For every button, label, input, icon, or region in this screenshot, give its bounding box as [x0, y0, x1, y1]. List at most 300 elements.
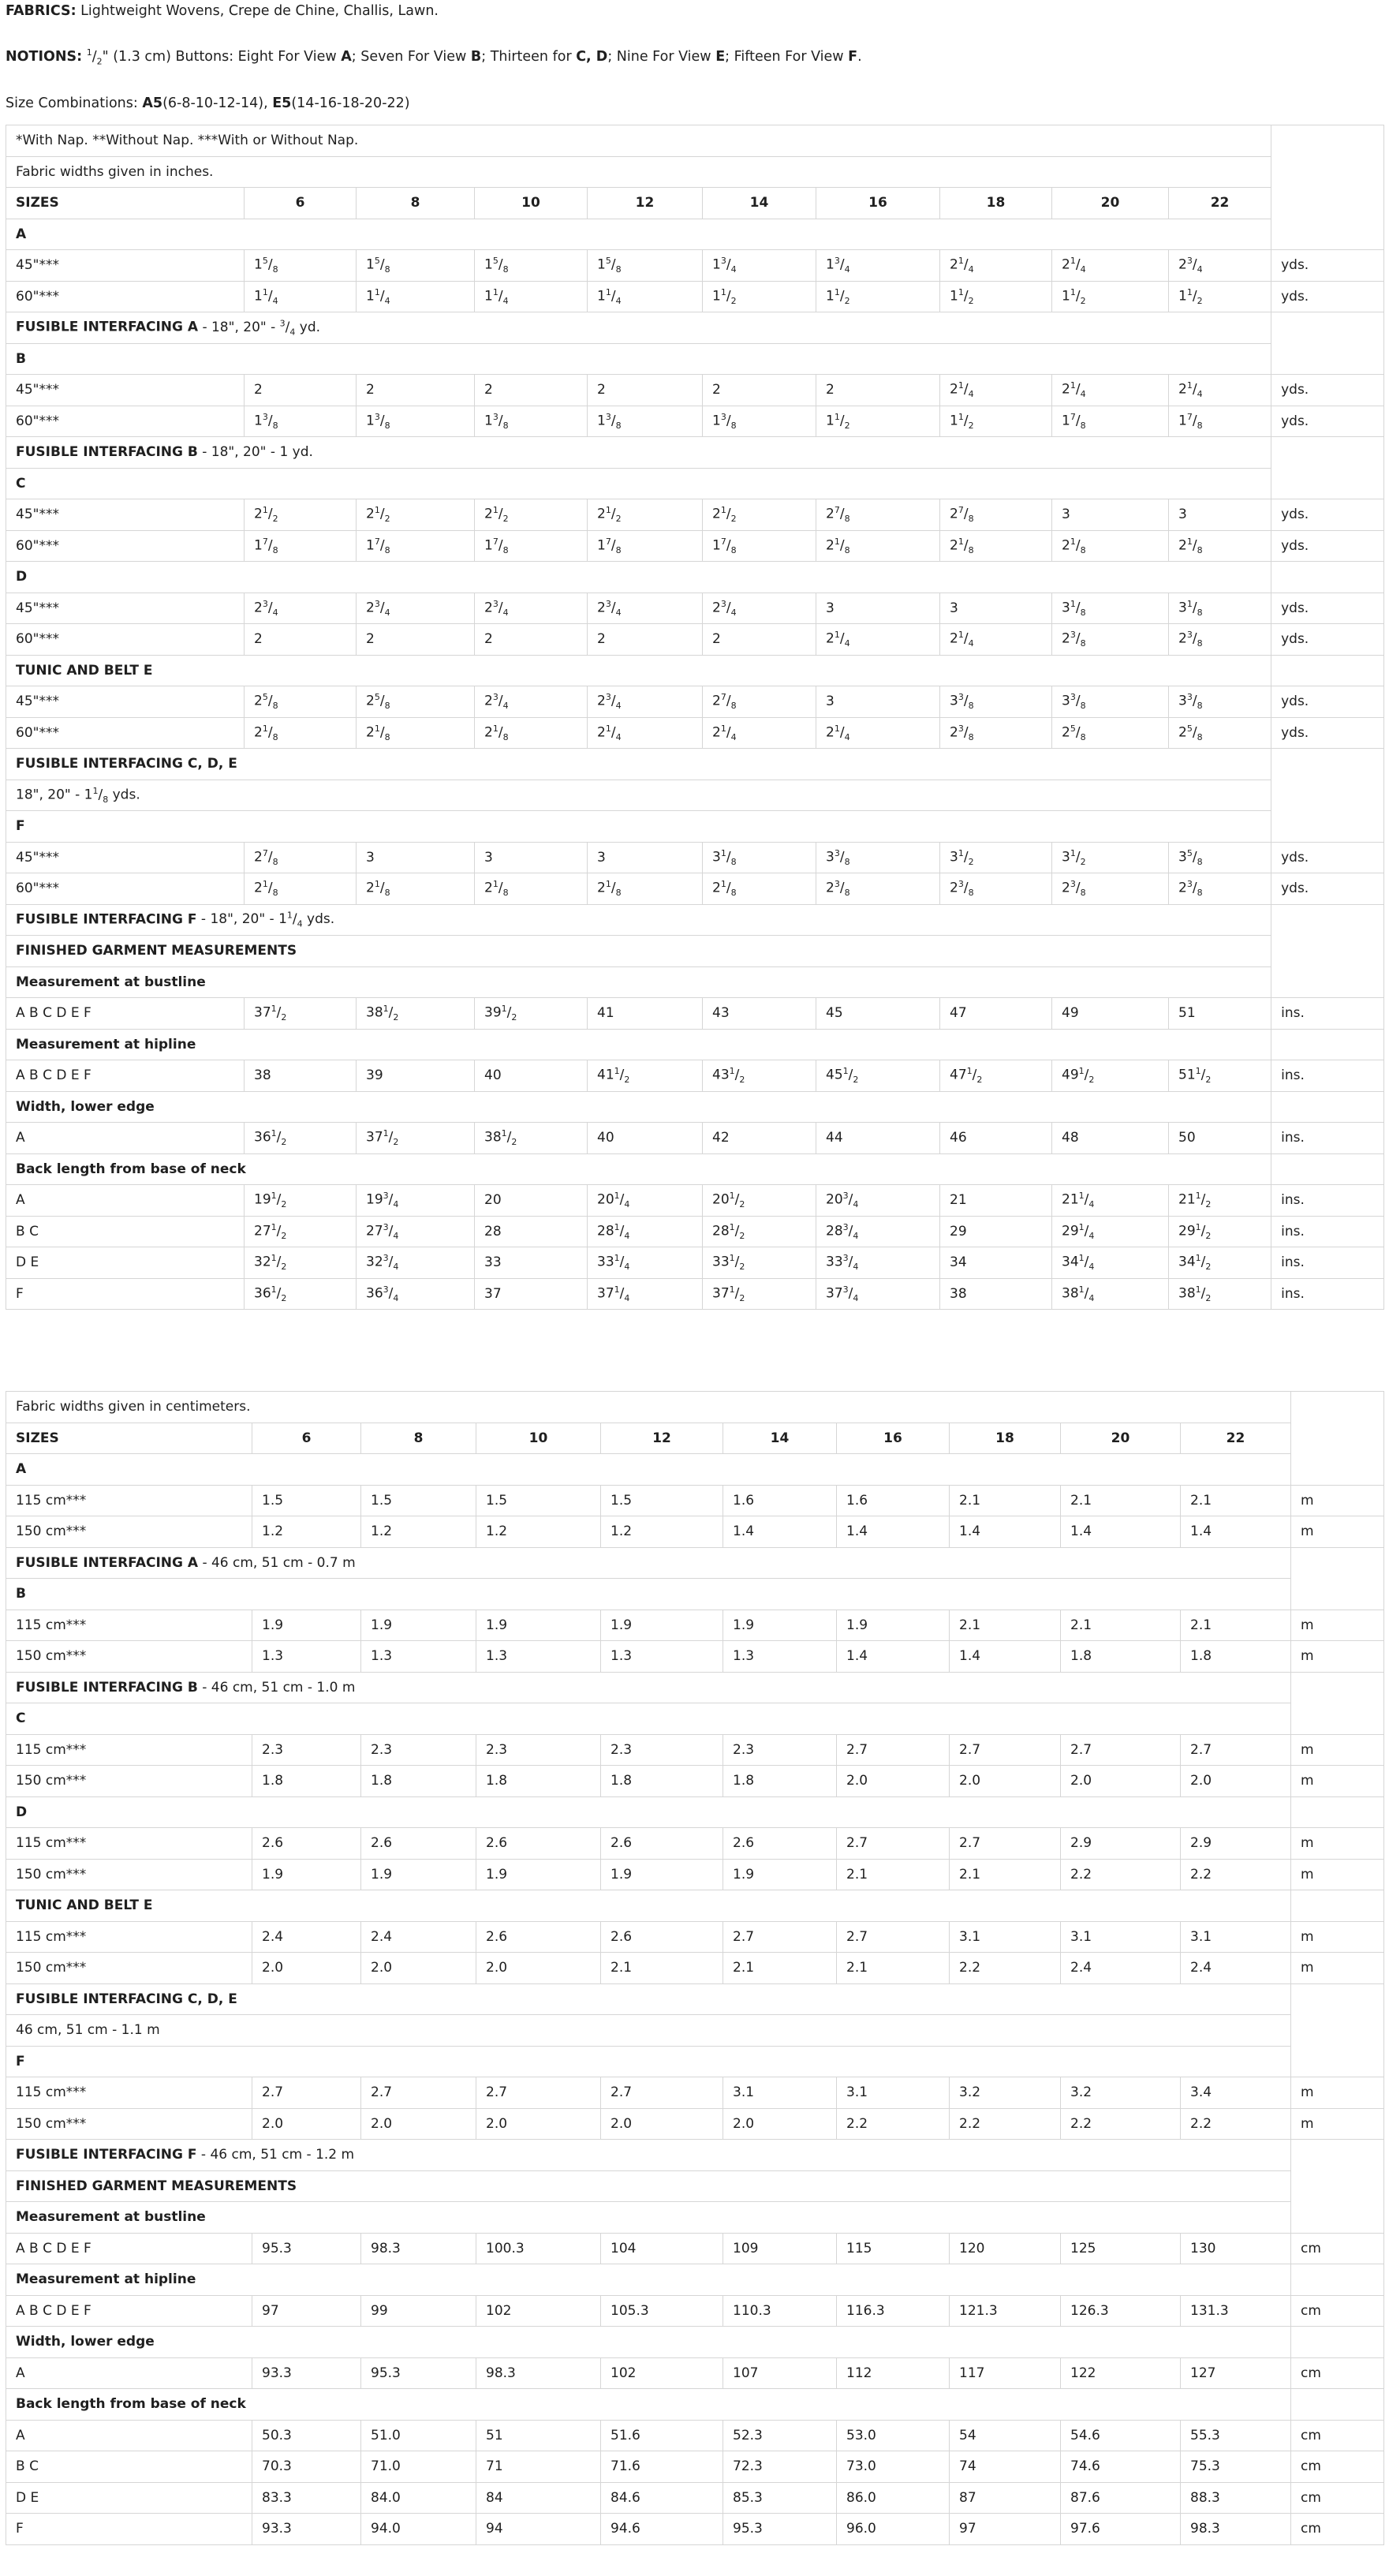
section-row [6, 966, 1384, 998]
section-heading [6, 219, 1271, 250]
section-heading [6, 2327, 1291, 2358]
section-heading [6, 904, 1271, 936]
value-cell: 1.9 [601, 1610, 723, 1641]
value-cell: $33^1/_4$ [588, 1247, 703, 1279]
row-label: 45"*** [6, 499, 245, 531]
unit-column-spacer [1271, 188, 1384, 219]
value-cell: 97 [252, 2295, 361, 2327]
section-title: FUSIBLE INTERFACING F [16, 2147, 197, 2163]
value-cell: 2.0 [1061, 1766, 1181, 1797]
unit-column-spacer [1271, 437, 1384, 469]
section-title: FUSIBLE INTERFACING C, D, E [16, 756, 237, 772]
notions-text-1: " (1.3 cm) Buttons: Eight For View [102, 48, 342, 65]
data-row [6, 873, 1384, 905]
data-row [6, 1060, 1384, 1092]
notions-text-3: ; Thirteen for [481, 48, 577, 65]
value-cell: 1.4 [1061, 1516, 1181, 1548]
unit-column-spacer [1291, 1579, 1384, 1610]
value-cell: 2.7 [837, 1734, 950, 1766]
unit-cell: ins. [1271, 1216, 1384, 1247]
unit-cell: yds. [1271, 281, 1384, 312]
value-cell: $2^3/_4$ [357, 593, 475, 624]
value-cell: 2.7 [837, 1828, 950, 1860]
value-cell: 95.3 [723, 2514, 837, 2545]
value-cell: 98.3 [361, 2233, 476, 2264]
section-heading [6, 312, 1271, 344]
section-title: Back length from base of neck [16, 1161, 246, 1177]
row-label: 45"*** [6, 593, 245, 624]
value-cell: $2^1/_2$ [475, 499, 588, 531]
value-cell: 1.4 [950, 1516, 1061, 1548]
size-header-cell: 20 [1052, 188, 1169, 219]
value-cell: 2.2 [1061, 2108, 1181, 2140]
value-cell: 1.4 [837, 1641, 950, 1673]
row-label: 60"*** [6, 281, 245, 312]
value-cell: $3^3/_8$ [816, 842, 940, 873]
unit-column-spacer [1291, 2140, 1384, 2171]
value-cell: 97.6 [1061, 2514, 1181, 2545]
row-label: 45"*** [6, 375, 245, 406]
data-row [6, 842, 1384, 873]
value-cell: 2.0 [476, 1953, 601, 1984]
value-cell: 1.9 [252, 1610, 361, 1641]
section-detail: - 46 cm, 51 cm - 1.2 m [196, 2147, 355, 2163]
unit-cell: yds. [1271, 717, 1384, 749]
value-cell: 53.0 [837, 2420, 950, 2451]
unit-cell: cm [1291, 2514, 1384, 2545]
value-cell: 2.6 [252, 1828, 361, 1860]
data-row [6, 1828, 1384, 1860]
value-cell: $2^3/_4$ [1169, 250, 1271, 282]
value-cell: 87 [950, 2482, 1061, 2514]
value-cell: 2.0 [837, 1766, 950, 1797]
unit-cell: cm [1291, 2233, 1384, 2264]
notions-view-e: E [715, 48, 726, 65]
value-cell: 1.9 [476, 1610, 601, 1641]
section-title: F [16, 2053, 25, 2069]
value-cell: 55.3 [1181, 2420, 1291, 2451]
value-cell: 3.2 [950, 2077, 1061, 2109]
unit-cell: m [1291, 1921, 1384, 1953]
value-cell: 2.0 [476, 2108, 601, 2140]
notions-text-6: . [857, 48, 862, 65]
value-cell: 86.0 [837, 2482, 950, 2514]
unit-cell: m [1291, 1766, 1384, 1797]
value-cell: $2^1/_4$ [940, 624, 1052, 656]
value-cell: $2^1/_8$ [357, 873, 475, 905]
value-cell: 85.3 [723, 2482, 837, 2514]
size-header-cell: 22 [1181, 1423, 1291, 1454]
value-cell: 94.6 [601, 2514, 723, 2545]
value-cell: 2.7 [837, 1921, 950, 1953]
value-cell: 98.3 [476, 2357, 601, 2389]
value-cell: 2 [588, 375, 703, 406]
value-cell: 2.0 [252, 2108, 361, 2140]
row-label: 60"*** [6, 873, 245, 905]
value-cell: 2.0 [950, 1766, 1061, 1797]
row-label: 115 cm*** [6, 1921, 252, 1953]
value-cell: 71.0 [361, 2451, 476, 2483]
unit-column-spacer [1291, 2389, 1384, 2421]
section-heading [6, 936, 1271, 967]
value-cell: $21^1/_4$ [1052, 1185, 1169, 1217]
size-header-cell: 18 [950, 1423, 1061, 1454]
value-cell: 131.3 [1181, 2295, 1291, 2327]
value-cell: $1^1/_2$ [816, 281, 940, 312]
unit-cell: yds. [1271, 842, 1384, 873]
value-cell: 3.1 [723, 2077, 837, 2109]
data-row [6, 2108, 1384, 2140]
section-row [6, 1703, 1384, 1735]
value-cell: 3.4 [1181, 2077, 1291, 2109]
value-cell: 2.2 [1181, 2108, 1291, 2140]
value-cell: 2.6 [476, 1828, 601, 1860]
value-cell: $1^1/_2$ [1169, 281, 1271, 312]
size-header-cell: 12 [601, 1423, 723, 1454]
value-cell: 112 [837, 2357, 950, 2389]
unit-cell: cm [1291, 2295, 1384, 2327]
value-cell: $2^1/_4$ [1169, 375, 1271, 406]
unit-column-spacer [1291, 1392, 1384, 1423]
section-heading [6, 343, 1271, 375]
fabrics-label: FABRICS: [6, 3, 77, 19]
value-cell: 3 [1052, 499, 1169, 531]
yardage-table-inches [6, 125, 1384, 1310]
sizes-header-row [6, 188, 1384, 219]
note-row [6, 156, 1384, 188]
value-cell: 1.9 [361, 1610, 476, 1641]
value-cell: $2^1/_8$ [588, 873, 703, 905]
size-header-cell: 14 [723, 1423, 837, 1454]
row-label: 150 cm*** [6, 1953, 252, 1984]
unit-cell: yds. [1271, 250, 1384, 282]
value-cell: 3 [816, 593, 940, 624]
value-cell: 1.9 [361, 1859, 476, 1890]
data-row [6, 2295, 1384, 2327]
value-cell: 52.3 [723, 2420, 837, 2451]
section-title: FINISHED GARMENT MEASUREMENTS [16, 2178, 297, 2194]
value-cell: 96.0 [837, 2514, 950, 2545]
unit-cell: m [1291, 1859, 1384, 1890]
value-cell: 2.7 [252, 2077, 361, 2109]
section-title: C [16, 475, 26, 492]
row-label: A [6, 1123, 245, 1154]
yardage-table-centimeters [6, 1391, 1384, 2545]
size-combinations-label: Size Combinations: [6, 95, 143, 112]
value-cell: 45 [816, 998, 940, 1030]
row-label: 150 cm*** [6, 1766, 252, 1797]
section-heading [6, 1091, 1271, 1123]
value-cell: 43 [703, 998, 816, 1030]
value-cell: $2^1/_8$ [475, 717, 588, 749]
value-cell: 104 [601, 2233, 723, 2264]
section-heading [6, 2202, 1291, 2234]
section-heading [6, 2389, 1291, 2421]
row-label: 150 cm*** [6, 2108, 252, 2140]
unit-column-spacer [1291, 1672, 1384, 1703]
value-cell: 2.0 [361, 1953, 476, 1984]
value-cell: 2.6 [361, 1828, 476, 1860]
value-cell: $1^1/_4$ [357, 281, 475, 312]
value-cell: 2.6 [723, 1828, 837, 1860]
data-row [6, 2482, 1384, 2514]
value-cell: 50 [1169, 1123, 1271, 1154]
value-cell: 2.0 [601, 2108, 723, 2140]
value-cell: $36^3/_4$ [357, 1278, 475, 1310]
value-cell: $2^1/_8$ [357, 717, 475, 749]
section-row [6, 1579, 1384, 1610]
row-label: 150 cm*** [6, 1641, 252, 1673]
size-header-cell: 10 [475, 188, 588, 219]
value-cell: $20^1/_2$ [703, 1185, 816, 1217]
section-row [6, 1091, 1384, 1123]
value-cell: 93.3 [252, 2514, 361, 2545]
section-title: A [16, 1461, 27, 1478]
value-cell: $1^5/_8$ [245, 250, 357, 282]
section-row [6, 2170, 1384, 2202]
value-cell: $1^3/_8$ [475, 406, 588, 437]
value-cell: 1.2 [476, 1516, 601, 1548]
value-cell: 2.4 [1061, 1953, 1181, 1984]
notions-fraction-num: 1 [86, 47, 92, 58]
size-header-cell: 8 [357, 188, 475, 219]
yardage-table-centimeters-body [6, 1392, 1384, 2545]
value-cell: $33^3/_4$ [816, 1247, 940, 1279]
value-cell: $2^3/_8$ [1169, 873, 1271, 905]
section-heading [6, 966, 1271, 998]
fabrics-line [6, 3, 1383, 19]
value-cell: $2^1/_8$ [475, 873, 588, 905]
value-cell: $1^3/_4$ [816, 250, 940, 282]
value-cell: 41 [588, 998, 703, 1030]
value-cell: $38^1/_2$ [475, 1123, 588, 1154]
section-row [6, 437, 1384, 469]
section-heading [6, 1579, 1291, 1610]
plain-text-cell: 46 cm, 51 cm - 1.1 m [6, 2015, 1291, 2047]
value-cell: 95.3 [361, 2357, 476, 2389]
size-header-cell: 6 [252, 1423, 361, 1454]
value-cell: 94.0 [361, 2514, 476, 2545]
value-cell: 2.0 [252, 1953, 361, 1984]
notions-fraction-den: 2 [96, 56, 103, 67]
unit-cell: m [1291, 1485, 1384, 1516]
value-cell: 2 [245, 375, 357, 406]
value-cell: 54 [950, 2420, 1061, 2451]
value-cell: 2.9 [1061, 1828, 1181, 1860]
value-cell: 74.6 [1061, 2451, 1181, 2483]
value-cell: 2.0 [1181, 1766, 1291, 1797]
value-cell: 74 [950, 2451, 1061, 2483]
row-label: A [6, 1185, 245, 1217]
unit-cell: m [1291, 1734, 1384, 1766]
row-label: 115 cm*** [6, 1485, 252, 1516]
unit-column-spacer [1271, 156, 1384, 188]
unit-cell: yds. [1271, 593, 1384, 624]
data-row [6, 624, 1384, 656]
value-cell: 102 [476, 2295, 601, 2327]
value-cell: $34^1/_4$ [1052, 1247, 1169, 1279]
unit-column-spacer [1271, 343, 1384, 375]
value-cell: 98.3 [1181, 2514, 1291, 2545]
value-cell: 94 [476, 2514, 601, 2545]
value-cell: 127 [1181, 2357, 1291, 2389]
value-cell: 2.7 [950, 1828, 1061, 1860]
value-cell: 3 [475, 842, 588, 873]
value-cell: 1.5 [601, 1485, 723, 1516]
value-cell: $1^1/_2$ [1052, 281, 1169, 312]
unit-cell: cm [1291, 2482, 1384, 2514]
value-cell: $37^1/_4$ [588, 1278, 703, 1310]
data-row [6, 1516, 1384, 1548]
value-cell: $19^1/_2$ [245, 1185, 357, 1217]
section-row [6, 468, 1384, 499]
value-cell: $2^1/_4$ [940, 375, 1052, 406]
data-row [6, 406, 1384, 437]
section-title: TUNIC AND BELT E [16, 662, 153, 679]
row-label: A B C D E F [6, 1060, 245, 1092]
row-label: 150 cm*** [6, 1859, 252, 1890]
unit-cell: ins. [1271, 998, 1384, 1030]
value-cell: 1.9 [601, 1859, 723, 1890]
fabrics-text: Lightweight Wovens, Crepe de Chine, Challis, Lawn. [76, 3, 439, 19]
section-heading [6, 2264, 1291, 2296]
data-row [6, 1641, 1384, 1673]
section-heading [6, 2140, 1291, 2171]
value-cell: 29 [940, 1216, 1052, 1247]
value-cell: 87.6 [1061, 2482, 1181, 2514]
unit-column-spacer [1271, 468, 1384, 499]
value-cell: 107 [723, 2357, 837, 2389]
unit-column-spacer [1271, 655, 1384, 686]
unit-cell: ins. [1271, 1060, 1384, 1092]
data-row [6, 1734, 1384, 1766]
value-cell: $37^1/_2$ [245, 998, 357, 1030]
value-cell: $2^1/_4$ [940, 250, 1052, 282]
unit-column-spacer [1271, 1153, 1384, 1185]
value-cell: $41^1/_2$ [588, 1060, 703, 1092]
value-cell: 2.4 [361, 1921, 476, 1953]
unit-cell: m [1291, 2077, 1384, 2109]
value-cell: 1.5 [252, 1485, 361, 1516]
value-cell: $2^7/_8$ [703, 686, 816, 718]
data-row [6, 1185, 1384, 1217]
section-title: Back length from base of neck [16, 2396, 246, 2413]
data-row [6, 1921, 1384, 1953]
value-cell: 2.7 [950, 1734, 1061, 1766]
value-cell: 50.3 [252, 2420, 361, 2451]
value-cell: 42 [703, 1123, 816, 1154]
unit-cell: m [1291, 1516, 1384, 1548]
value-cell: $21^1/_2$ [1169, 1185, 1271, 1217]
section-heading [6, 562, 1271, 593]
value-cell: 2.1 [950, 1859, 1061, 1890]
sizes-header-row [6, 1423, 1384, 1454]
section-heading [6, 2046, 1291, 2077]
value-cell: 21 [940, 1185, 1052, 1217]
value-cell: $1^1/_2$ [940, 406, 1052, 437]
section-row [6, 343, 1384, 375]
value-cell: $39^1/_2$ [475, 998, 588, 1030]
notions-text-5: ; Fifteen For View [725, 48, 849, 65]
value-cell: $38^1/_4$ [1052, 1278, 1169, 1310]
size-header-cell: 12 [588, 188, 703, 219]
value-cell: 72.3 [723, 2451, 837, 2483]
value-cell: 2 [703, 375, 816, 406]
section-title: C [16, 1710, 26, 1727]
section-heading [6, 1153, 1271, 1185]
value-cell: 117 [950, 2357, 1061, 2389]
section-row [6, 1672, 1384, 1703]
value-cell: 2.6 [476, 1921, 601, 1953]
data-row [6, 1123, 1384, 1154]
data-row [6, 1766, 1384, 1797]
value-cell: $2^1/_8$ [245, 717, 357, 749]
sizes-header-label: SIZES [6, 188, 245, 219]
value-cell: 1.2 [252, 1516, 361, 1548]
value-cell: 1.4 [950, 1641, 1061, 1673]
unit-column-spacer [1291, 1454, 1384, 1486]
value-cell: 2.3 [252, 1734, 361, 1766]
value-cell: $45^1/_2$ [816, 1060, 940, 1092]
data-row [6, 2077, 1384, 2109]
unit-column-spacer [1271, 125, 1384, 157]
unit-column-spacer [1291, 1547, 1384, 1579]
value-cell: 3.1 [950, 1921, 1061, 1953]
value-cell: $28^1/_2$ [703, 1216, 816, 1247]
value-cell: $2^5/_8$ [245, 686, 357, 718]
data-row [6, 1278, 1384, 1310]
value-cell: $1^1/_2$ [816, 406, 940, 437]
value-cell: 2.2 [950, 2108, 1061, 2140]
section-heading [6, 1983, 1291, 2015]
section-title: Measurement at bustline [16, 2209, 206, 2226]
value-cell: 2 [703, 624, 816, 656]
value-cell: 121.3 [950, 2295, 1061, 2327]
value-cell: 2.3 [723, 1734, 837, 1766]
row-label: 45"*** [6, 250, 245, 282]
value-cell: 38 [245, 1060, 357, 1092]
unit-column-spacer [1271, 966, 1384, 998]
intro [0, 0, 1389, 111]
value-cell: 1.6 [723, 1485, 837, 1516]
section-row [6, 1454, 1384, 1486]
value-cell: $49^1/_2$ [1052, 1060, 1169, 1092]
value-cell: 71.6 [601, 2451, 723, 2483]
value-cell: 54.6 [1061, 2420, 1181, 2451]
value-cell: 1.8 [723, 1766, 837, 1797]
value-cell: $3^1/_2$ [1052, 842, 1169, 873]
value-cell: $2^3/_4$ [588, 686, 703, 718]
row-label: A [6, 2357, 252, 2389]
section-title: Width, lower edge [16, 1098, 155, 1115]
value-cell: $43^1/_2$ [703, 1060, 816, 1092]
value-cell: $1^3/_8$ [245, 406, 357, 437]
value-cell: $2^1/_4$ [703, 717, 816, 749]
value-cell: 120 [950, 2233, 1061, 2264]
data-row [6, 2357, 1384, 2389]
unit-column-spacer [1271, 780, 1384, 811]
section-row [6, 904, 1384, 936]
value-cell: 2.6 [601, 1921, 723, 1953]
value-cell: $1^1/_4$ [245, 281, 357, 312]
value-cell: $1^5/_8$ [475, 250, 588, 282]
value-cell: $1^5/_8$ [357, 250, 475, 282]
unit-cell: yds. [1271, 499, 1384, 531]
value-cell: $27^1/_2$ [245, 1216, 357, 1247]
size-header-cell: 14 [703, 188, 816, 219]
section-detail: - 18", 20" - $^3/_4$ yd. [198, 318, 321, 338]
value-cell: 1.2 [361, 1516, 476, 1548]
